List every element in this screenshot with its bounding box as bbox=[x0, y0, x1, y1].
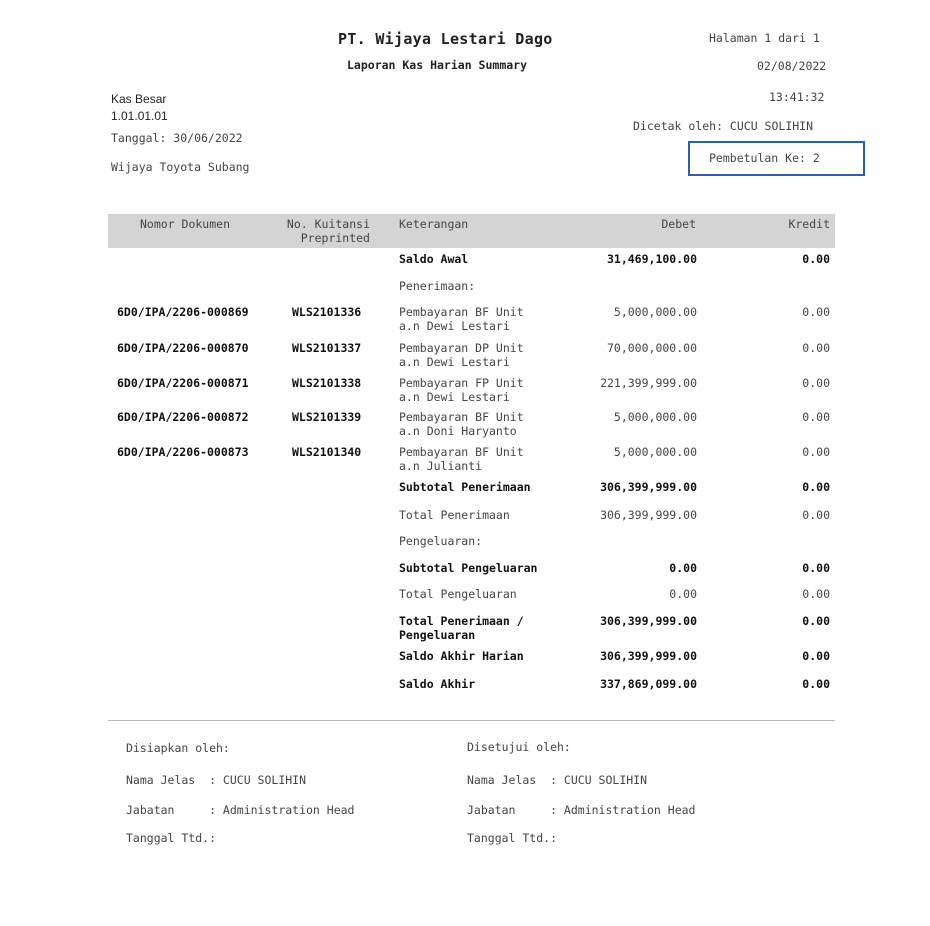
description: Saldo Akhir Harian bbox=[399, 649, 524, 663]
debit-amount: 0.00 bbox=[669, 561, 697, 575]
print-time: 13:41:32 bbox=[769, 90, 825, 104]
description-line-2: a.n Doni Haryanto bbox=[399, 424, 517, 438]
credit-amount: 0.00 bbox=[802, 376, 830, 390]
description: Penerimaan: bbox=[399, 279, 476, 293]
description-line-2: a.n Julianti bbox=[399, 459, 483, 473]
approved-position: Jabatan : Administration Head bbox=[467, 803, 696, 817]
credit-amount: 0.00 bbox=[802, 480, 830, 494]
description-line-2: a.n Dewi Lestari bbox=[399, 390, 510, 404]
prepared-title: Disiapkan oleh: bbox=[126, 741, 230, 755]
approved-title: Disetujui oleh: bbox=[467, 740, 571, 754]
description: Pembayaran DP Unit bbox=[399, 341, 524, 355]
col-credit: Kredit bbox=[788, 217, 830, 231]
branch-name: Wijaya Toyota Subang bbox=[111, 160, 250, 174]
col-description: Keterangan bbox=[399, 217, 469, 231]
description: Subtotal Pengeluaran bbox=[399, 561, 538, 575]
prepared-position: Jabatan : Administration Head bbox=[126, 803, 355, 817]
debit-amount: 5,000,000.00 bbox=[613, 445, 697, 459]
debit-amount: 221,399,999.00 bbox=[600, 376, 697, 390]
description: Pembayaran BF Unit bbox=[399, 410, 524, 424]
divider bbox=[108, 720, 835, 721]
debit-amount: 31,469,100.00 bbox=[606, 252, 697, 266]
revision-number: Pembetulan Ke: 2 bbox=[709, 151, 820, 165]
description: Pembayaran BF Unit bbox=[399, 305, 524, 319]
description: Saldo Awal bbox=[399, 252, 469, 266]
debit-amount: 306,399,999.00 bbox=[600, 614, 697, 628]
credit-amount: 0.00 bbox=[802, 649, 830, 663]
debit-amount: 306,399,999.00 bbox=[600, 508, 697, 522]
col-receipt-1: No. Kuitansi bbox=[286, 217, 370, 231]
description-line-2: a.n Dewi Lestari bbox=[399, 319, 510, 333]
debit-amount: 70,000,000.00 bbox=[606, 341, 697, 355]
table-header bbox=[108, 214, 835, 248]
credit-amount: 0.00 bbox=[802, 341, 830, 355]
printed-by: Dicetak oleh: CUCU SOLIHIN bbox=[633, 119, 814, 133]
description: Pengeluaran: bbox=[399, 534, 483, 548]
doc-number: 6D0/IPA/2206-000871 bbox=[117, 376, 249, 390]
debit-amount: 5,000,000.00 bbox=[613, 410, 697, 424]
report-title: Laporan Kas Harian Summary bbox=[347, 58, 528, 72]
company-name: PT. Wijaya Lestari Dago bbox=[338, 30, 553, 48]
receipt-number: WLS2101338 bbox=[292, 376, 362, 390]
col-receipt-2: Preprinted bbox=[300, 231, 370, 245]
page-indicator: Halaman 1 dari 1 bbox=[709, 31, 820, 45]
credit-amount: 0.00 bbox=[802, 445, 830, 459]
credit-amount: 0.00 bbox=[802, 508, 830, 522]
doc-number: 6D0/IPA/2206-000869 bbox=[117, 305, 249, 319]
doc-number: 6D0/IPA/2206-000873 bbox=[117, 445, 249, 459]
description: Saldo Akhir bbox=[399, 677, 476, 691]
description: Pembayaran BF Unit bbox=[399, 445, 524, 459]
receipt-number: WLS2101337 bbox=[292, 341, 362, 355]
description-line-2: a.n Dewi Lestari bbox=[399, 355, 510, 369]
receipt-number: WLS2101340 bbox=[292, 445, 362, 459]
description: Pembayaran FP Unit bbox=[399, 376, 524, 390]
description: Total Pengeluaran bbox=[399, 587, 517, 601]
approved-date: Tanggal Ttd.: bbox=[467, 831, 558, 845]
doc-number: 6D0/IPA/2206-000872 bbox=[117, 410, 249, 424]
col-debit: Debet bbox=[661, 217, 696, 231]
report-date: Tanggal: 30/06/2022 bbox=[111, 131, 243, 145]
description: Subtotal Penerimaan bbox=[399, 480, 531, 494]
highlight-box bbox=[688, 141, 865, 176]
account-code: 1.01.01.01 bbox=[111, 109, 168, 123]
credit-amount: 0.00 bbox=[802, 614, 830, 628]
credit-amount: 0.00 bbox=[802, 561, 830, 575]
debit-amount: 337,869,099.00 bbox=[600, 677, 697, 691]
receipt-number: WLS2101339 bbox=[292, 410, 362, 424]
account-name: Kas Besar bbox=[111, 92, 167, 106]
print-date: 02/08/2022 bbox=[757, 59, 827, 73]
credit-amount: 0.00 bbox=[802, 677, 830, 691]
credit-amount: 0.00 bbox=[802, 410, 830, 424]
col-doc-number: Nomor Dokumen bbox=[140, 217, 231, 231]
description: Total Penerimaan bbox=[399, 508, 510, 522]
doc-number: 6D0/IPA/2206-000870 bbox=[117, 341, 249, 355]
prepared-date: Tanggal Ttd.: bbox=[126, 831, 217, 845]
credit-amount: 0.00 bbox=[802, 587, 830, 601]
description: Total Penerimaan / bbox=[399, 614, 524, 628]
credit-amount: 0.00 bbox=[802, 252, 830, 266]
debit-amount: 0.00 bbox=[669, 587, 697, 601]
credit-amount: 0.00 bbox=[802, 305, 830, 319]
description-line-2: Pengeluaran bbox=[399, 628, 476, 642]
debit-amount: 306,399,999.00 bbox=[600, 480, 697, 494]
debit-amount: 5,000,000.00 bbox=[613, 305, 697, 319]
debit-amount: 306,399,999.00 bbox=[600, 649, 697, 663]
receipt-number: WLS2101336 bbox=[292, 305, 362, 319]
approved-name: Nama Jelas : CUCU SOLIHIN bbox=[467, 773, 648, 787]
prepared-name: Nama Jelas : CUCU SOLIHIN bbox=[126, 773, 307, 787]
